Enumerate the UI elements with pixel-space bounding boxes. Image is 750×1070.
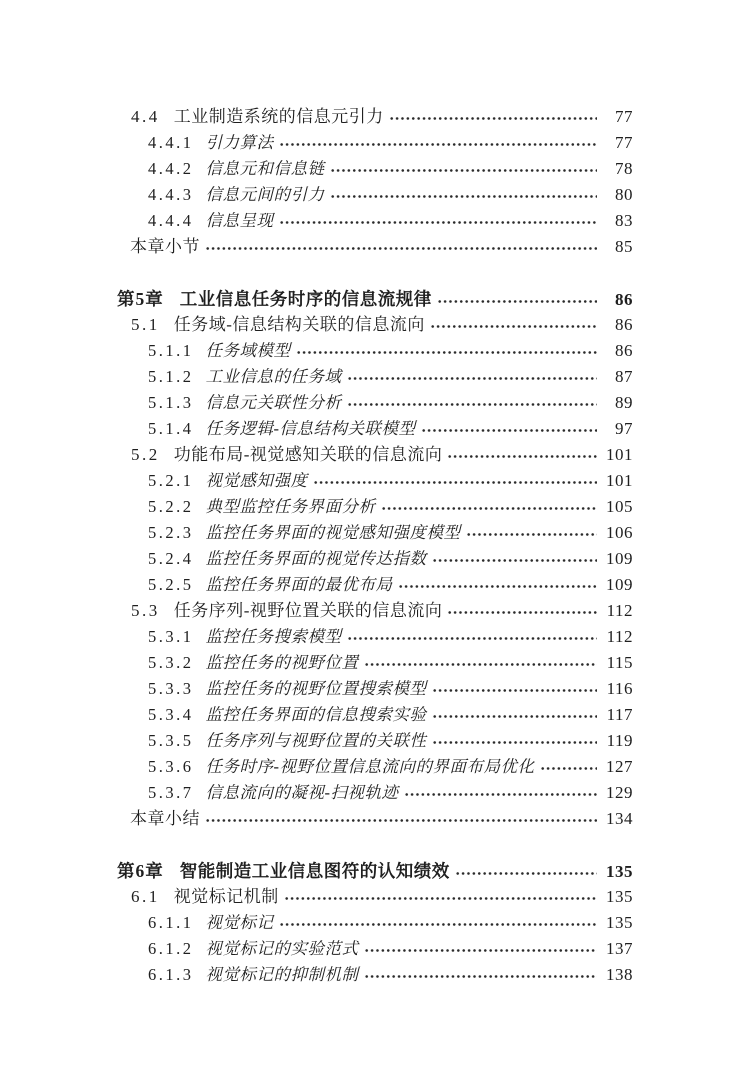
entry-title: 视觉标记机制 xyxy=(173,887,279,906)
dot-leader xyxy=(437,298,597,305)
entry-number: 5.3.6 xyxy=(148,757,194,776)
toc-entry xyxy=(131,884,633,910)
entry-page-number: 135 xyxy=(606,913,633,932)
entry-page-number: 137 xyxy=(606,939,633,958)
entry-title: 信息流向的凝视-扫视轨迹 xyxy=(205,783,399,802)
entry-number: 6.1.2 xyxy=(148,939,194,958)
entry-page-number: 134 xyxy=(606,809,633,828)
dot-leader xyxy=(364,661,598,668)
entry-title: 信息元关联性分析 xyxy=(205,393,342,412)
dot-leader xyxy=(430,323,597,330)
dot-leader xyxy=(205,817,597,824)
entry-title: 视觉标记的实验范式 xyxy=(205,939,359,958)
entry-page-number: 77 xyxy=(615,107,633,126)
entry-title: 本章小结 xyxy=(130,809,200,828)
dot-leader xyxy=(447,453,597,460)
entry-number: 4.4 xyxy=(131,107,160,126)
entry-number: 5.2.4 xyxy=(148,549,194,568)
dot-leader xyxy=(296,349,598,356)
dot-leader xyxy=(330,167,598,174)
toc-entry xyxy=(148,468,633,494)
toc-entry xyxy=(148,520,633,546)
entry-page-number: 97 xyxy=(615,419,633,438)
toc-entry xyxy=(148,676,633,702)
toc-entry xyxy=(131,598,633,624)
entry-title: 监控任务搜索模型 xyxy=(205,627,342,646)
dot-leader xyxy=(313,479,598,486)
entry-title: 任务序列与视野位置的关联性 xyxy=(205,731,427,750)
toc-entry xyxy=(148,962,633,988)
entry-number: 5.2.5 xyxy=(148,575,194,594)
entry-title: 监控任务界面的视觉感知强度模型 xyxy=(205,523,461,542)
entry-page-number: 135 xyxy=(606,862,633,881)
toc-entry xyxy=(148,338,633,364)
entry-number: 5.2.3 xyxy=(148,523,194,542)
entry-title: 工业信息任务时序的信息流规律 xyxy=(179,289,432,309)
entry-number: 5.3.2 xyxy=(148,653,194,672)
entry-page-number: 101 xyxy=(606,471,633,490)
dot-leader xyxy=(432,739,598,746)
toc-entry xyxy=(131,442,633,468)
toc-entry xyxy=(148,130,633,156)
entry-title: 监控任务的视野位置 xyxy=(205,653,359,672)
entry-page-number: 138 xyxy=(606,965,633,984)
entry-page-number: 112 xyxy=(606,601,633,620)
entry-title: 本章小节 xyxy=(130,237,200,256)
entry-title: 监控任务界面的视觉传达指数 xyxy=(205,549,427,568)
dot-leader xyxy=(432,557,598,564)
entry-page-number: 117 xyxy=(606,705,633,724)
entry-number: 5.1 xyxy=(131,315,160,334)
entry-title: 任务逻辑-信息结构关联模型 xyxy=(205,419,416,438)
toc-entry xyxy=(131,104,633,130)
toc-entry xyxy=(148,780,633,806)
entry-page-number: 86 xyxy=(615,341,633,360)
toc-entry xyxy=(148,390,633,416)
dot-leader xyxy=(432,713,598,720)
entry-title: 典型监控任务界面分析 xyxy=(205,497,376,516)
toc-entry xyxy=(130,234,633,260)
entry-page-number: 77 xyxy=(615,133,633,152)
entry-page-number: 112 xyxy=(606,627,633,646)
entry-number: 4.4.3 xyxy=(148,185,194,204)
entry-number: 6.1 xyxy=(131,887,160,906)
entry-page-number: 127 xyxy=(606,757,633,776)
entry-page-number: 109 xyxy=(606,549,633,568)
entry-page-number: 101 xyxy=(606,445,633,464)
entry-number: 4.4.1 xyxy=(148,133,194,152)
entry-page-number: 80 xyxy=(615,185,633,204)
entry-number: 5.3.3 xyxy=(148,679,194,698)
toc-entry xyxy=(148,156,633,182)
entry-number: 5.1.4 xyxy=(148,419,194,438)
dot-leader xyxy=(398,583,598,590)
toc-entry xyxy=(131,312,633,338)
entry-page-number: 89 xyxy=(615,393,633,412)
entry-title: 监控任务界面的最优布局 xyxy=(205,575,393,594)
entry-number: 5.3.4 xyxy=(148,705,194,724)
entry-number: 5.1.1 xyxy=(148,341,194,360)
entry-number: 5.2.2 xyxy=(148,497,194,516)
dot-leader xyxy=(279,219,598,226)
entry-title: 工业制造系统的信息元引力 xyxy=(173,107,384,126)
entry-page-number: 87 xyxy=(615,367,633,386)
toc-entry xyxy=(130,806,633,832)
entry-title: 工业信息的任务域 xyxy=(205,367,342,386)
entry-title: 监控任务界面的信息搜索实验 xyxy=(205,705,427,724)
entry-title: 信息呈现 xyxy=(205,211,274,230)
dot-leader xyxy=(347,375,598,382)
entry-title: 智能制造工业信息图符的认知绩效 xyxy=(179,861,450,881)
toc-entry xyxy=(148,182,633,208)
entry-page-number: 115 xyxy=(606,653,633,672)
entry-title: 视觉感知强度 xyxy=(205,471,308,490)
dot-leader xyxy=(404,791,598,798)
entry-page-number: 83 xyxy=(615,211,633,230)
dot-leader xyxy=(447,609,597,616)
toc-entry xyxy=(148,910,633,936)
dot-leader xyxy=(279,921,598,928)
entry-number: 5.3.7 xyxy=(148,783,194,802)
chapter-4-tail xyxy=(117,104,633,260)
toc-entry xyxy=(117,286,633,312)
dot-leader xyxy=(540,765,598,772)
entry-number: 5.2.1 xyxy=(148,471,194,490)
dot-leader xyxy=(432,687,598,694)
entry-page-number: 135 xyxy=(606,887,633,906)
entry-number: 4.4.2 xyxy=(148,159,194,178)
dot-leader xyxy=(364,973,598,980)
entry-title: 信息元和信息链 xyxy=(205,159,325,178)
entry-page-number: 86 xyxy=(615,315,633,334)
entry-title: 视觉标记的抑制机制 xyxy=(205,965,359,984)
dot-leader xyxy=(421,427,598,434)
entry-title: 任务域模型 xyxy=(205,341,291,360)
entry-page-number: 85 xyxy=(615,237,633,256)
entry-title: 任务序列-视野位置关联的信息流向 xyxy=(173,601,443,620)
dot-leader xyxy=(389,115,597,122)
toc-entry xyxy=(148,728,633,754)
toc-entry xyxy=(148,754,633,780)
toc-entry xyxy=(148,494,633,520)
dot-leader xyxy=(364,947,598,954)
dot-leader xyxy=(284,895,597,902)
entry-number: 4.4.4 xyxy=(148,211,194,230)
toc-entry xyxy=(148,650,633,676)
chapter-5 xyxy=(117,286,633,832)
toc-entry xyxy=(148,208,633,234)
entry-title: 功能布局-视觉感知关联的信息流向 xyxy=(173,445,443,464)
entry-page-number: 116 xyxy=(606,679,633,698)
entry-number: 第6章 xyxy=(117,861,164,881)
toc-entry xyxy=(148,546,633,572)
entry-page-number: 86 xyxy=(615,290,633,309)
dot-leader xyxy=(347,401,598,408)
entry-number: 6.1.3 xyxy=(148,965,194,984)
dot-leader xyxy=(205,245,597,252)
entry-page-number: 106 xyxy=(606,523,633,542)
toc-entry xyxy=(148,624,633,650)
entry-number: 5.3.5 xyxy=(148,731,194,750)
entry-page-number: 129 xyxy=(606,783,633,802)
entry-title: 任务域-信息结构关联的信息流向 xyxy=(173,315,425,334)
entry-title: 视觉标记 xyxy=(205,913,274,932)
entry-number: 6.1.1 xyxy=(148,913,194,932)
entry-number: 5.2 xyxy=(131,445,160,464)
dot-leader xyxy=(279,141,598,148)
entry-title: 引力算法 xyxy=(205,133,274,152)
toc-entry xyxy=(148,936,633,962)
toc-entry xyxy=(117,858,633,884)
entry-number: 第5章 xyxy=(117,289,164,309)
dot-leader xyxy=(455,870,597,877)
toc-entry xyxy=(148,416,633,442)
entry-title: 任务时序-视野位置信息流向的界面布局优化 xyxy=(205,757,535,776)
toc-entry xyxy=(148,702,633,728)
toc-entry xyxy=(148,572,633,598)
entry-page-number: 119 xyxy=(606,731,633,750)
dot-leader xyxy=(330,193,598,200)
toc-entry xyxy=(148,364,633,390)
entry-title: 信息元间的引力 xyxy=(205,185,325,204)
entry-page-number: 78 xyxy=(615,159,633,178)
entry-number: 5.3 xyxy=(131,601,160,620)
entry-page-number: 109 xyxy=(606,575,633,594)
entry-page-number: 105 xyxy=(606,497,633,516)
entry-number: 5.1.3 xyxy=(148,393,194,412)
chapter-6 xyxy=(117,858,633,988)
entry-number: 5.1.2 xyxy=(148,367,194,386)
dot-leader xyxy=(466,531,598,538)
dot-leader xyxy=(347,635,598,642)
table-of-contents xyxy=(117,104,633,988)
entry-number: 5.3.1 xyxy=(148,627,194,646)
entry-title: 监控任务的视野位置搜索模型 xyxy=(205,679,427,698)
dot-leader xyxy=(381,505,598,512)
